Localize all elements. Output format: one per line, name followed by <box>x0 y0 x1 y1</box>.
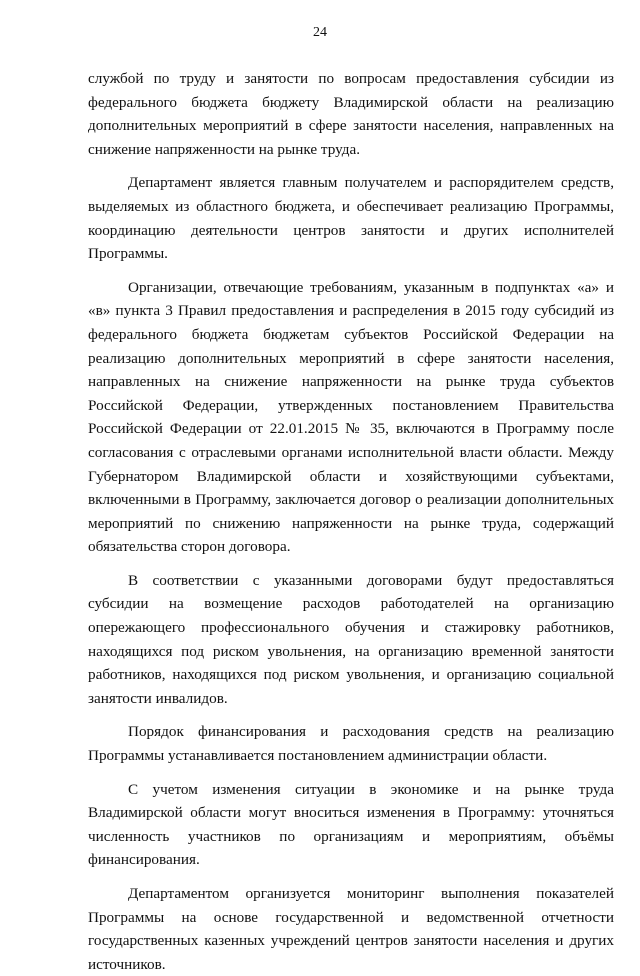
paragraph-continuation: службой по труду и занятости по вопросам предоставления субсидии из федерального бюджета бюджету Владимирской области на реализацию дополнительных мероприятий в сфере занятости населения, направленных на снижение напряженности на рынке труда. <box>88 70 614 158</box>
paragraph-program-changes: С учетом изменения ситуации в экономике и на рынке труда Владимирской области могут вноситься изменения в Программу: уточняться численность участников по организациям и мероприятиям, объёмы финансирования. <box>88 780 614 869</box>
paragraph-department-role: Департамент является главным получателем и распорядителем средств, выделяемых из областного бюджета, и обеспечивает реализацию Программы, координацию деятельности центров занятости и других исполнителей Программы. <box>88 174 614 263</box>
paragraph-subsidies: В соответствии с указанными договорами будут предоставляться субсидии на возмещение расходов работодателей на организацию опережающего профессионального обучения и стажировку работников, находящихся под риском увольнения, на организацию временной занятости работников, находящихся под риском увольнения, и организацию социальной занятости инвалидов. <box>88 571 614 707</box>
paragraph-monitoring: Департаментом организуется мониторинг выполнения показателей Программы на основе государственной и ведомственной отчетности государственных казенных учреждений центров занятости населения и других источников. <box>88 885 614 973</box>
page-number: 24 <box>313 25 327 40</box>
paragraph-organizations: Организации, отвечающие требованиям, указанным в подпунктах «а» и «в» пункта 3 Правил предоставления и распределения в 2015 году субсидий из федерального бюджета бюджетам субъектов Российской Федерации на реализацию дополнительных мероприятий в сфере занятости населения, направленных на снижение напряженности на рынке труда субъектов Российской Федерации, утвержденных постановлением Правительства Российской Федерации от 22.01.2015 № 35, включаются в Программу после согласования с отраслевыми органами исполнительной власти области. Между Губернатором Владимирской области и хозяйствующими субъектами, включенными в Программу, заключается договор о реализации дополнительных мероприятий по снижению напряженности на рынке труда, содержащий обязательства сторон договора. <box>88 278 614 556</box>
paragraph-financing-procedure: Порядок финансирования и расходования средств на реализацию Программы устанавливается постановлением администрации области. <box>88 723 614 765</box>
document-body <box>88 67 614 976</box>
